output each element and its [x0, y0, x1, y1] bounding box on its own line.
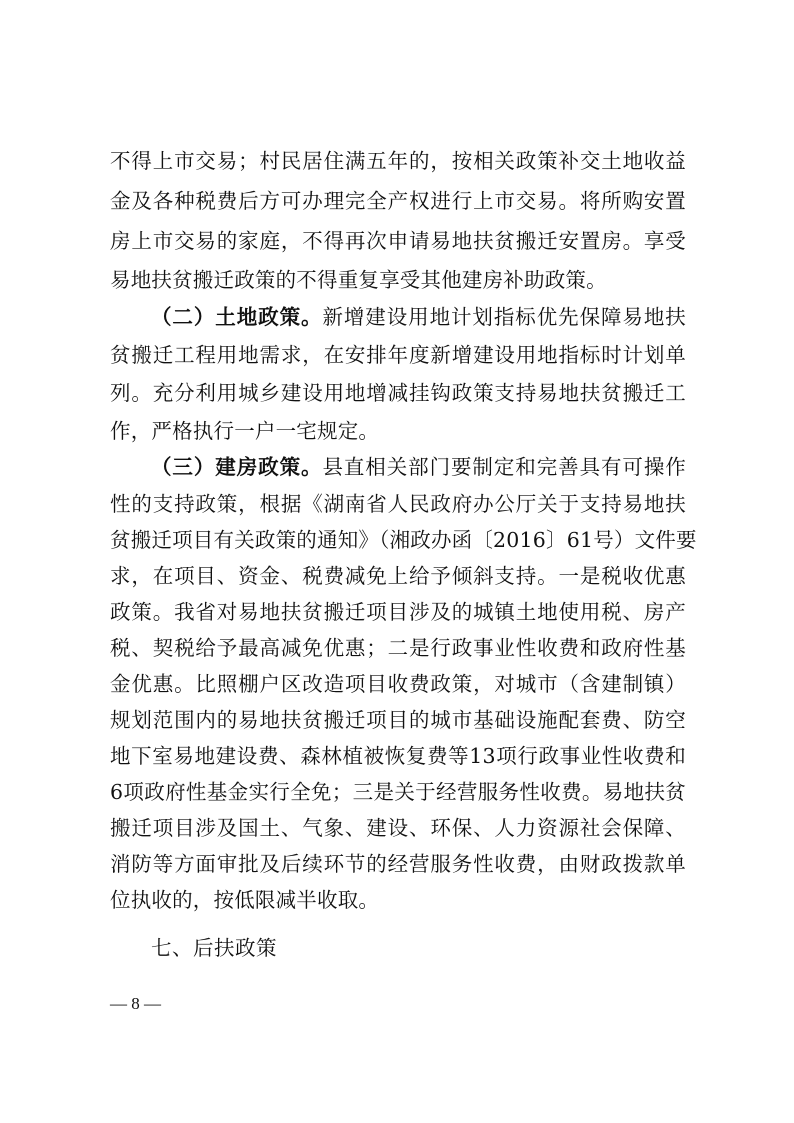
paragraph-1-line-4: 易地扶贫搬迁政策的不得重复享受其他建房补助政策。	[110, 268, 607, 292]
paragraph-1-line-2: 金及各种税费后方可办理完全产权进行上市交易。将所购安置	[110, 189, 686, 213]
housing-policy-label: （三）建房政策。	[151, 455, 323, 479]
paragraph-3-line-3: 贫搬迁项目有关政策的通知》（湘政办函〔2016〕61号）文件要	[110, 528, 697, 552]
land-policy-label: （二）土地政策。	[151, 305, 323, 329]
paragraph-3-line-6: 税、契税给予最高减免优惠；二是行政事业性收费和政府性基	[110, 636, 686, 660]
paragraph-3-line-7: 金优惠。比照棚户区改造项目收费政策，对城市（含建制镇）	[110, 672, 686, 696]
paragraph-3-line-5: 政策。我省对易地扶贫搬迁项目涉及的城镇土地使用税、房产	[110, 600, 686, 624]
page-number: — 8 —	[110, 994, 161, 1013]
paragraph-3-line-4: 求，在项目、资金、税费减免上给予倾斜支持。一是税收优惠	[110, 564, 686, 588]
paragraph-2-line-3: 列。充分利用城乡建设用地增减挂钩政策支持易地扶贫搬迁工	[110, 381, 686, 405]
paragraph-2-line-1	[151, 299, 686, 335]
paragraph-1-line-3: 房上市交易的家庭，不得再次申请易地扶贫搬迁安置房。享受	[110, 229, 686, 253]
paragraph-2-line-1-text: 新增建设用地计划指标优先保障易地扶	[322, 305, 686, 329]
paragraph-2-line-4: 作，严格执行一户一宅规定。	[110, 419, 380, 443]
paragraph-2-line-2: 贫搬迁工程用地需求，在安排年度新增建设用地指标时计划单	[110, 343, 686, 367]
paragraph-1-line-1: 不得上市交易；村民居住满五年的，按相关政策补交土地收益	[110, 149, 686, 173]
paragraph-3-line-1-text: 县直相关部门要制定和完善具有可操作	[322, 455, 686, 479]
paragraph-3-line-2: 性的支持政策，根据《湖南省人民政府办公厅关于支持易地扶	[110, 492, 686, 516]
paragraph-3-line-9: 地下室易地建设费、森林植被恢复费等13项行政事业性收费和	[110, 744, 686, 768]
paragraph-3-line-10: 6项政府性基金实行全免；三是关于经营服务性收费。易地扶贫	[110, 780, 686, 804]
paragraph-3-line-11: 搬迁项目涉及国土、气象、建设、环保、人力资源社会保障、	[110, 816, 686, 840]
paragraph-3-line-8: 规划范围内的易地扶贫搬迁项目的城市基础设施配套费、防空	[110, 708, 686, 732]
section-heading-post-support-policy: 七、后扶政策	[151, 936, 277, 960]
paragraph-3-line-1	[151, 449, 686, 485]
paragraph-3-line-12: 消防等方面审批及后续环节的经营服务性收费，由财政拨款单	[110, 852, 686, 876]
paragraph-3-line-13: 位执收的，按低限减半收取。	[110, 888, 380, 912]
